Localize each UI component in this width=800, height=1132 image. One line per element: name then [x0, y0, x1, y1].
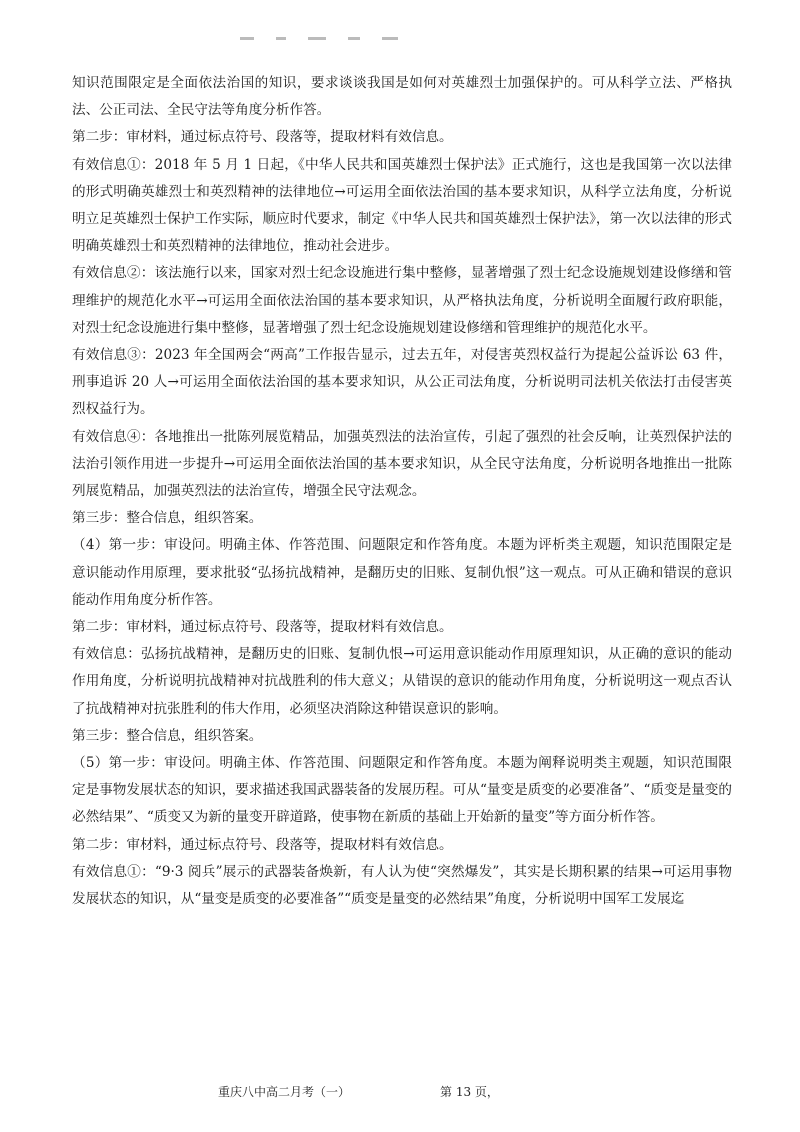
paragraph-1: 知识范围限定是全面依法治国的知识，要求谈谈我国是如何对英雄烈士加强保护的。可从科学立法、严格执法、公正司法、全民守法等角度分析作答。 [72, 75, 732, 119]
paragraph-6: 有效信息④：各地推出一批陈列展览精品，加强英烈法的法治宣传，引起了强烈的社会反响，让英烈保护法的法治引领作用进一步提升→可运用全面依法治国的基本要求知识，从全民守法角度，分析说明各地推出一批陈列展览精品，加强英烈法的法治宣传，增强全民守法观念。 [72, 428, 732, 500]
footer-page-number: 第 13 页， [440, 1085, 499, 1099]
paragraph-11: 第三步：整合信息，组织答案。 [72, 727, 263, 744]
paragraph-12: （5）第一步：审设问。明确主体、作答范围、问题限定和作答角度。本题为阐释说明类主观题，知识范围限定是事物发展状态的知识，要求描述我国武器装备的发展历程。可从“量变是质变的必要准备”、“质变是量变的必然结果”、“质变又为新的量变开辟道路，使事物在新质的基础上开始新的量变”等方面分析作答。 [72, 755, 732, 826]
paragraph-3: 有效信息①：2018 年 5 月 1 日起，《中华人民共和国英雄烈士保护法》正式施行，这也是我国第一次以法律的形式明确英雄烈士和英烈精神的法律地位→可运用全面依法治国的基本要求知识，从科学立法角度，分析说明立足英雄烈士保护工作实际，顺应时代要求，制定《中华人民共和国英雄烈士保护法》，第一次以法律的形式明确英雄烈士和英烈精神的法律地位，推动社会进步。 [72, 156, 732, 255]
paragraph-8: （4）第一步：审设问。明确主体、作答范围、问题限定和作答角度。本题为评析类主观题，知识范围限定是意识能动作用原理，要求批驳“弘扬抗战精神，是翻历史的旧账、复制仇恨”这一观点。可从正确和错误的意识能动作用角度分析作答。 [72, 537, 732, 608]
paragraph-13: 第二步：审材料，通过标点符号、段落等，提取材料有效信息。 [72, 836, 453, 853]
footer-school: 重庆八中高二月考（一） [218, 1085, 351, 1099]
document-body [72, 70, 732, 913]
paragraph-5: 有效信息③：2023 年全国两会“两高”工作报告显示，过去五年，对侵害英烈权益行为提起公益诉讼 63 件，刑事追诉 20 人→可运用全面依法治国的基本要求知识，从公正司法角度，分析说明司法机关依法打击侵害英烈权益行为。 [72, 347, 732, 418]
paragraph-9: 第二步：审材料，通过标点符号、段落等，提取材料有效信息。 [72, 619, 453, 636]
paragraph-4: 有效信息②：该法施行以来，国家对烈士纪念设施进行集中整修，显著增强了烈士纪念设施规划建设修缮和管理维护的规范化水平→可运用全面依法治国的基本要求知识，从严格执法角度，分析说明全面履行政府职能，对烈士纪念设施进行集中整修，显著增强了烈士纪念设施规划建设修缮和管理维护的规范化水平。 [72, 265, 732, 336]
paragraph-10: 有效信息：弘扬抗战精神，是翻历史的旧账、复制仇恨→可运用意识能动作用原理知识，从正确的意识的能动作用角度，分析说明抗战精神对抗战胜利的伟大意义；从错误的意识的能动作用角度，分析说明这一观点否认了抗战精神对抗张胜利的伟大作用，必须坚决消除这种错误意识的影响。 [72, 646, 732, 717]
paragraph-2: 第二步：审材料，通过标点符号、段落等，提取材料有效信息。 [72, 129, 453, 146]
paragraph-14: 有效信息①：“9·3 阅兵”展示的武器装备焕新，有人认为使“突然爆发”，其实是长期积累的结果→可运用事物发展状态的知识，从“量变是质变的必要准备”“质变是量变的必然结果”角度，分析说明中国军工发展迄 [72, 863, 732, 908]
paragraph-7: 第三步：整合信息，组织答案。 [72, 510, 263, 527]
header-scan-marks [240, 28, 540, 34]
